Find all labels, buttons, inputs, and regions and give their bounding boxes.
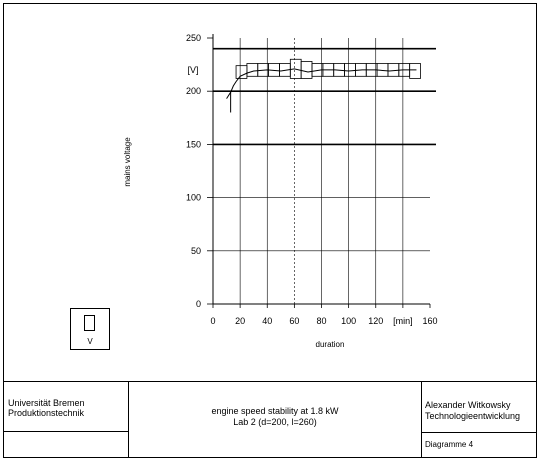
legend-label: V [87, 337, 93, 346]
x-tick-label: 0 [210, 316, 216, 326]
org-name: Universität Bremen [8, 398, 85, 408]
y-tick-label: 200 [185, 86, 201, 97]
reference-lines [213, 49, 436, 145]
diagram-title: engine speed stability at 1.8 kW [211, 406, 339, 416]
range-boxes [236, 59, 420, 78]
y-tick-label: 150 [185, 139, 201, 150]
title-block-divider-right [421, 381, 422, 458]
x-tick-label: 20 [235, 316, 246, 326]
x-tick-label: 60 [289, 316, 300, 326]
grid [213, 38, 430, 304]
x-axis-label: duration [315, 340, 345, 349]
y-axis-label: mains voltage [123, 137, 132, 187]
y-tick-label: 0 [195, 299, 201, 309]
range-box [345, 64, 356, 77]
diagram-subtitle: Lab 2 (d=200, l=260) [233, 417, 317, 427]
x-tick-label: 160 [422, 316, 438, 326]
y-tick-label: 250 [185, 33, 201, 43]
x-tick-label: 40 [262, 316, 273, 326]
author-name: Alexander Witkowsky [425, 400, 511, 410]
title-block-divider-author [421, 432, 537, 433]
x-tick-label: 120 [368, 316, 384, 326]
org-department: Produktionstechnik [8, 408, 85, 418]
y-axis-unit: [V] [187, 65, 199, 75]
author-department: Technologieentwicklung [425, 411, 521, 421]
range-box [410, 64, 421, 79]
legend [70, 308, 110, 350]
diagram-number: Diagramme 4 [425, 440, 474, 449]
range-box [247, 64, 258, 77]
x-tick-label: 80 [316, 316, 327, 326]
x-tick-label: [min] [393, 316, 413, 326]
title-block-divider-org [3, 431, 129, 432]
x-tick-label: 100 [341, 316, 357, 326]
range-box [301, 61, 312, 78]
range-box [236, 66, 247, 79]
y-tick-label: 50 [190, 245, 201, 256]
y-tick-label: 100 [185, 192, 201, 203]
title-block-top-border [3, 381, 537, 382]
legend-swatch [84, 315, 95, 331]
